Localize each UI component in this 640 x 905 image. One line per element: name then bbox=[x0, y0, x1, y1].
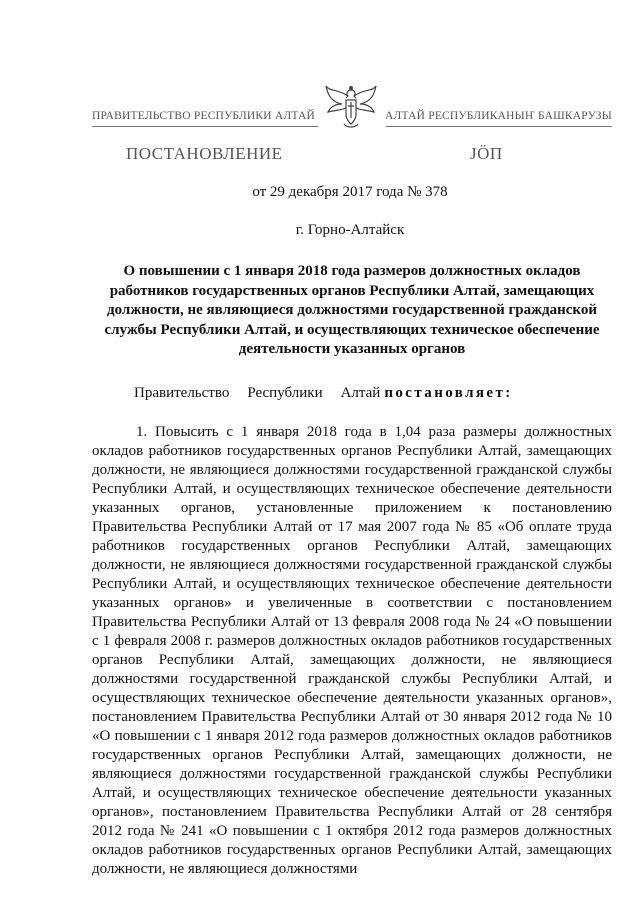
date-and-number: от 29 декабря 2017 года № 378 bbox=[252, 184, 448, 200]
coat-of-arms-eagle-icon bbox=[322, 82, 380, 132]
document-title: О повышении с 1 января 2018 года размеров должностных окладов работников государственных органов Республики Алтай, замещающих должности, не являющиеся должностями государственной гражданской службы Республики Алтай, и осуществляющих техническое обеспечение деятельности указанных органов bbox=[104, 263, 600, 357]
body-paragraph-1: 1. Повысить с 1 января 2018 года в 1,04 раза размеры должностных окладов работников государственных органов Республики Алтай, замещающих должности, не являющиеся должностями государственной гражданской службы Республики Алтай, и осуществляющих техническое обеспечение деятельности указанных органов, установленные приложением к постановлению Правительства Республики Алтай от 17 мая 2007 года № 85 «Об оплате труда работников государственных органов Республики Алтай, замещающих должности, не являющиеся должностями государственной гражданской службы Республики Алтай, и осуществляющих техническое обеспечение деятельности указанных органов» и увеличенные в соответствии с постановлением Правительства Республики Алтай от 13 февраля 2008 года № 24 «О повышении с 1 февраля 2008 г. размеров должностных окладов работников государственных органов Республики Алтай, замещающих должности, не являющиеся должностями государственной гражданской службы Республики Алтай, и осуществляющих техническое обеспечение деятельности указанных органов», постановлением Правительства Республики Алтай от 30 января 2012 года № 10 «О повышении с 1 января 2012 года размеров должностных окладов работников государственных органов Республики Алтай, замещающих должности, не являющиеся должностями государственной гражданской службы Республики Алтай, и осуществляющих техническое обеспечение деятельности указанных органов», постановлением Правительства Республики Алтай от 28 сентября 2012 года № 241 «О повышении с 1 октября 2012 года размеров должностных окладов работников государственных органов Республики Алтай, замещающих должности, не являющиеся должностями bbox=[92, 424, 612, 877]
decree-word: Алтай bbox=[340, 385, 381, 401]
header-left-rule bbox=[92, 126, 318, 127]
decree-line bbox=[134, 385, 614, 402]
decree-word: Правительство bbox=[134, 385, 230, 401]
doc-type-altai: JÖП bbox=[470, 144, 503, 163]
letterhead bbox=[92, 82, 612, 128]
header-right-rule bbox=[386, 126, 612, 127]
doc-type-ru: ПОСТАНОВЛЕНИЕ bbox=[126, 144, 283, 163]
header-right-text: АЛТАЙ РЕСПУБЛИКАНЫҤ БАШКАРУЗЫ bbox=[385, 110, 612, 122]
decree-word: Республики bbox=[247, 385, 323, 401]
city: г. Горно-Алтайск bbox=[295, 222, 405, 238]
header-left-text: ПРАВИТЕЛЬСТВО РЕСПУБЛИКИ АЛТАЙ bbox=[92, 110, 316, 122]
decree-verb: постановляет: bbox=[384, 385, 513, 401]
